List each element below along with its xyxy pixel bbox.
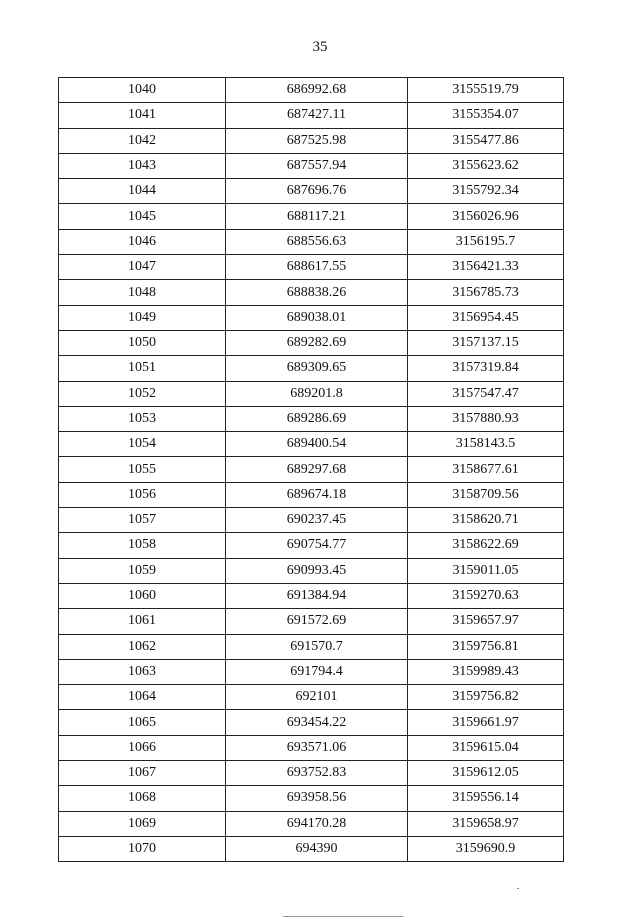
y-coordinate-cell: 3158677.61 [408,457,564,482]
table-row [59,330,564,355]
table-row [59,609,564,634]
x-coordinate-cell: 688838.26 [226,280,408,305]
y-coordinate-cell: 3157880.93 [408,406,564,431]
point-number-cell: 1051 [59,356,226,381]
x-coordinate-cell: 689297.68 [226,457,408,482]
table-row [59,229,564,254]
table-row [59,305,564,330]
y-coordinate-cell: 3155354.07 [408,103,564,128]
table-row [59,761,564,786]
point-number-cell: 1043 [59,153,226,178]
y-coordinate-cell: 3155623.62 [408,153,564,178]
point-number-cell: 1069 [59,811,226,836]
y-coordinate-cell: 3155519.79 [408,78,564,103]
point-number-cell: 1055 [59,457,226,482]
y-coordinate-cell: 3156954.45 [408,305,564,330]
point-number-cell: 1065 [59,710,226,735]
x-coordinate-cell: 689674.18 [226,482,408,507]
x-coordinate-cell: 693958.56 [226,786,408,811]
table-row [59,786,564,811]
point-number-cell: 1050 [59,330,226,355]
x-coordinate-cell: 693454.22 [226,710,408,735]
y-coordinate-cell: 3159657.97 [408,609,564,634]
y-coordinate-cell: 3159556.14 [408,786,564,811]
table-row [59,103,564,128]
point-number-cell: 1049 [59,305,226,330]
point-number-cell: 1060 [59,583,226,608]
y-coordinate-cell: 3157319.84 [408,356,564,381]
x-coordinate-cell: 691794.4 [226,659,408,684]
table-row [59,710,564,735]
table-row [59,634,564,659]
x-coordinate-cell: 690993.45 [226,558,408,583]
y-coordinate-cell: 3155477.86 [408,128,564,153]
table-row [59,685,564,710]
table-row [59,406,564,431]
point-number-cell: 1048 [59,280,226,305]
point-number-cell: 1044 [59,179,226,204]
x-coordinate-cell: 693571.06 [226,735,408,760]
y-coordinate-cell: 3159615.04 [408,735,564,760]
x-coordinate-cell: 690237.45 [226,508,408,533]
y-coordinate-cell: 3158622.69 [408,533,564,558]
coordinate-table-body [59,78,564,862]
point-number-cell: 1056 [59,482,226,507]
y-coordinate-cell: 3155792.34 [408,179,564,204]
x-coordinate-cell: 687696.76 [226,179,408,204]
point-number-cell: 1067 [59,761,226,786]
page-number: 35 [312,39,328,55]
x-coordinate-cell: 691384.94 [226,583,408,608]
table-row [59,78,564,103]
y-coordinate-cell: 3159690.9 [408,836,564,861]
table-row [59,659,564,684]
y-coordinate-cell: 3158709.56 [408,482,564,507]
point-number-cell: 1064 [59,685,226,710]
y-coordinate-cell: 3156785.73 [408,280,564,305]
x-coordinate-cell: 686992.68 [226,78,408,103]
x-coordinate-cell: 689038.01 [226,305,408,330]
table-row [59,381,564,406]
table-row [59,179,564,204]
x-coordinate-cell: 688617.55 [226,255,408,280]
table-row [59,533,564,558]
y-coordinate-cell: 3159658.97 [408,811,564,836]
x-coordinate-cell: 689282.69 [226,330,408,355]
table-row [59,558,564,583]
point-number-cell: 1041 [59,103,226,128]
table-row [59,255,564,280]
table-row [59,356,564,381]
y-coordinate-cell: 3159989.43 [408,659,564,684]
y-coordinate-cell: 3159756.82 [408,685,564,710]
table-row [59,457,564,482]
x-coordinate-cell: 691570.7 [226,634,408,659]
table-row [59,204,564,229]
point-number-cell: 1058 [59,533,226,558]
point-number-cell: 1053 [59,406,226,431]
y-coordinate-cell: 3157137.15 [408,330,564,355]
scan-speck [517,888,519,889]
y-coordinate-cell: 3156026.96 [408,204,564,229]
y-coordinate-cell: 3159270.63 [408,583,564,608]
table-row [59,280,564,305]
x-coordinate-cell: 689286.69 [226,406,408,431]
y-coordinate-cell: 3157547.47 [408,381,564,406]
table-row [59,811,564,836]
y-coordinate-cell: 3159756.81 [408,634,564,659]
point-number-cell: 1042 [59,128,226,153]
point-number-cell: 1045 [59,204,226,229]
x-coordinate-cell: 689400.54 [226,432,408,457]
y-coordinate-cell: 3156195.7 [408,229,564,254]
x-coordinate-cell: 687427.11 [226,103,408,128]
table-row [59,836,564,861]
point-number-cell: 1054 [59,432,226,457]
x-coordinate-cell: 687557.94 [226,153,408,178]
y-coordinate-cell: 3159661.97 [408,710,564,735]
y-coordinate-cell: 3158143.5 [408,432,564,457]
point-number-cell: 1047 [59,255,226,280]
coordinate-table [58,77,564,862]
point-number-cell: 1063 [59,659,226,684]
point-number-cell: 1066 [59,735,226,760]
point-number-cell: 1068 [59,786,226,811]
table-row [59,583,564,608]
y-coordinate-cell: 3158620.71 [408,508,564,533]
x-coordinate-cell: 688556.63 [226,229,408,254]
x-coordinate-cell: 689309.65 [226,356,408,381]
point-number-cell: 1052 [59,381,226,406]
x-coordinate-cell: 690754.77 [226,533,408,558]
x-coordinate-cell: 693752.83 [226,761,408,786]
point-number-cell: 1059 [59,558,226,583]
table-row [59,508,564,533]
x-coordinate-cell: 689201.8 [226,381,408,406]
table-row [59,153,564,178]
y-coordinate-cell: 3159011.05 [408,558,564,583]
x-coordinate-cell: 694170.28 [226,811,408,836]
x-coordinate-cell: 691572.69 [226,609,408,634]
table-row [59,128,564,153]
x-coordinate-cell: 694390 [226,836,408,861]
x-coordinate-cell: 688117.21 [226,204,408,229]
point-number-cell: 1057 [59,508,226,533]
table-row [59,482,564,507]
point-number-cell: 1040 [59,78,226,103]
bottom-edge-line [283,916,403,917]
x-coordinate-cell: 687525.98 [226,128,408,153]
y-coordinate-cell: 3159612.05 [408,761,564,786]
point-number-cell: 1046 [59,229,226,254]
point-number-cell: 1062 [59,634,226,659]
y-coordinate-cell: 3156421.33 [408,255,564,280]
point-number-cell: 1070 [59,836,226,861]
x-coordinate-cell: 692101 [226,685,408,710]
table-row [59,735,564,760]
table-row [59,432,564,457]
point-number-cell: 1061 [59,609,226,634]
